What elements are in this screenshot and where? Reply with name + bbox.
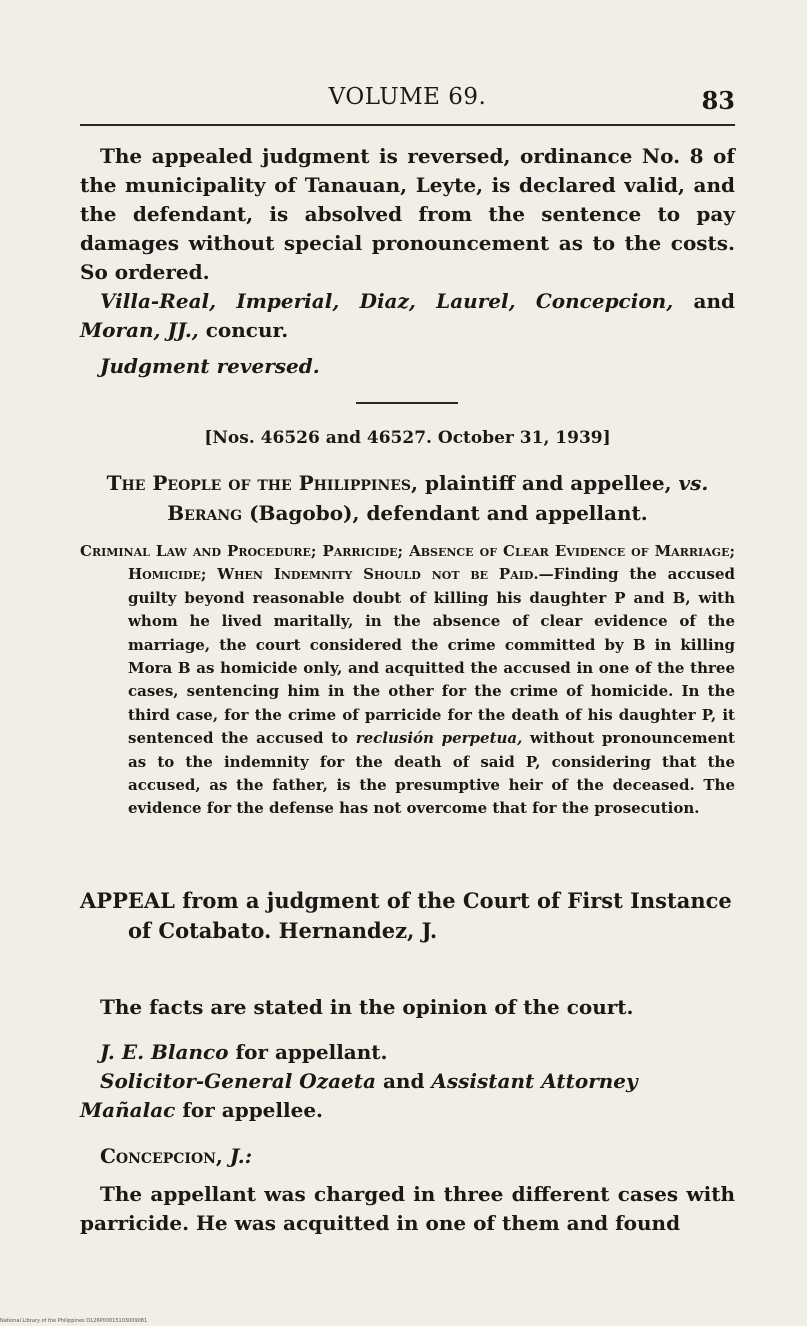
counsel-appellant [80,1038,735,1067]
syllabus [80,540,735,821]
docket-line: [Nos. 46526 and 46527. October 31, 1939] [204,428,611,448]
page-number: 83 [701,86,735,115]
syllabus-text-b: without pronouncement as to the indemnity for the death of said P, considering that the accused, as the father, is the presumptive heir of the deceased. The evidence for the defense has not overcome that for the prosecution. [128,729,735,818]
syllabus-italic: reclusión perpetua, [355,729,523,748]
party-berang: Berang [167,501,243,525]
appellant-counsel-role: for appellant. [235,1040,388,1064]
facts-line: The facts are stated in the opinion of the court. [100,995,634,1019]
concurrence-line [80,287,735,345]
concur-tail: concur. [205,318,289,342]
appellee-counsel-name-2: Assistant Attorney Mañalac [80,1069,638,1122]
appellee-counsel-role: for appellee. [182,1098,324,1122]
appellant-counsel-name: J. E. Blanco [100,1040,229,1064]
volume-title: VOLUME 69. [328,84,487,110]
party-people: The People of the Philippines, [106,471,418,495]
appellee-counsel-and: and [382,1069,425,1093]
counsel-appellee [80,1067,735,1125]
opinion-text: The appellant was charged in three different cases with parricide. He was acquitted in one of them and found [80,1182,735,1235]
concur-justices-2: Moran, JJ., [80,318,199,342]
author-suffix: J.: [229,1144,253,1168]
reversal-paragraph: The appealed judgment is reversed, ordinance No. 8 of the municipality of Tanauan, Leyte, is declared valid, and the defendant, is absolved from the sentence to pay damages without special pronouncement as to the costs. So ordered. [80,144,735,284]
concur-justices: Villa-Real, Imperial, Diaz, Laurel, Concepcion, [100,289,674,313]
opinion-author [80,1142,735,1171]
author-name: Concepcion, [100,1144,223,1168]
versus: vs. [678,471,709,495]
syllabus-heading: Criminal Law and Procedure; Parricide; Absence of Clear Evidence of Marriage; Homicide; When Indemnity Should not be Paid. [80,542,735,584]
section-divider [356,402,458,404]
concur-and: and [693,289,735,313]
footer-source: National Library of the Philippines D126P00015103009081 [0,1318,148,1324]
disposition: Judgment reversed. [100,354,320,378]
appeal-line: APPEAL from a judgment of the Court of First Instance of Cotabato. Hernandez, J. [80,888,732,943]
appellee-counsel-name-1: Solicitor-General Ozaeta [100,1069,376,1093]
syllabus-text-a: —Finding the accused guilty beyond reasonable doubt of killing his daughter P and B, with whom he lived maritally, in the absence of clear evidence of the marriage, the court considered the crime committed by B in killing Mora B as homicide only, and acquitted the accused in one of the three cases, sentencing him in the other for the crime of homicide. In the third case, for the crime of parricide for the death of his daughter P, it sentenced the accused to [128,565,735,748]
page-header [80,80,735,126]
party-appellee-role: plaintiff and appellee, [424,471,672,495]
party-appellant-role: (Bagobo), defendant and appellant. [249,501,648,525]
case-caption [80,468,735,528]
